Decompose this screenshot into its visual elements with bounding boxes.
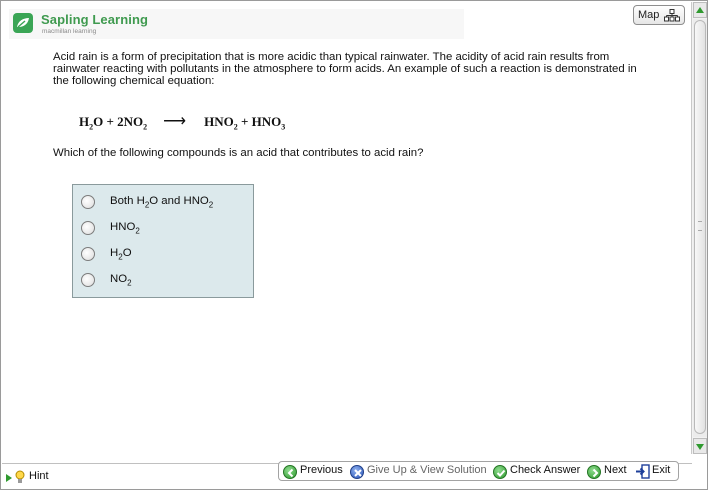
choice-text: O and HNO <box>149 195 209 207</box>
choice-sub: 2 <box>208 200 214 210</box>
radio-button[interactable] <box>81 195 95 209</box>
question-intro: Acid rain is a form of precipitation that is more acidic than typical rainwater. The acidity of acid rain results from rainwater reacting with pollutants in the atmosphere to form acids. An example of such a reaction is demonstrated in the following chemical equation: <box>53 51 637 87</box>
reaction-arrow-icon: ⟶ <box>163 113 187 130</box>
lightbulb-icon <box>15 470 25 484</box>
previous-label: Previous <box>300 464 343 476</box>
scroll-up-arrow-icon[interactable] <box>693 2 707 18</box>
scroll-thumb[interactable] <box>694 20 706 434</box>
exit-door-icon <box>635 464 651 480</box>
question-prompt: Which of the following compounds is an acid that contributes to acid rain? <box>53 147 424 159</box>
equation-product-1: HNO <box>204 114 234 129</box>
choice-sub: 2 <box>144 200 150 210</box>
give-up-label: Give Up & View Solution <box>367 464 487 476</box>
equation-sub: 3 <box>281 122 286 132</box>
previous-arrow-icon <box>283 465 297 479</box>
check-answer-label: Check Answer <box>510 464 581 476</box>
scroll-down-arrow-icon[interactable] <box>693 438 707 454</box>
map-button[interactable] <box>633 5 685 25</box>
choice-text: Both H <box>110 195 145 207</box>
choice-text: H <box>110 247 119 259</box>
equation-product-2: + HNO <box>237 114 282 129</box>
choice-label[interactable] <box>110 221 140 235</box>
choice-option[interactable] <box>81 245 251 265</box>
radio-button[interactable] <box>81 273 95 287</box>
choice-sub: 2 <box>118 252 123 262</box>
vertical-scrollbar[interactable] <box>691 2 707 454</box>
hint-button[interactable] <box>3 467 279 487</box>
next-arrow-icon <box>587 465 601 479</box>
equation-reactant-1: H <box>79 114 90 129</box>
choice-sub: 2 <box>127 278 132 288</box>
previous-button[interactable] <box>283 464 343 480</box>
sapling-leaf-icon <box>13 13 33 33</box>
chemical-equation <box>79 111 285 132</box>
answer-choices <box>72 184 254 298</box>
brand-subtitle: macmillan learning <box>42 28 97 35</box>
exit-button[interactable] <box>635 464 670 480</box>
check-answer-button[interactable] <box>493 464 580 480</box>
equation-sub: 2 <box>89 122 94 132</box>
equation-sub: 2 <box>143 122 148 132</box>
radio-button[interactable] <box>81 221 95 235</box>
choice-label[interactable] <box>110 195 213 209</box>
exit-label: Exit <box>652 464 671 476</box>
choice-option[interactable] <box>81 193 251 213</box>
logo <box>9 9 464 39</box>
equation-reactant-2: O + 2NO <box>93 114 144 129</box>
choice-sub: 2 <box>135 226 140 236</box>
choice-text: HNO <box>110 221 136 233</box>
give-up-x-icon <box>350 465 364 479</box>
navigation-bar <box>278 461 679 481</box>
check-mark-icon <box>493 465 507 479</box>
equation-sub: 2 <box>233 122 238 132</box>
brand-name: Sapling Learning <box>41 12 149 27</box>
choice-label[interactable] <box>110 273 132 287</box>
next-label: Next <box>604 464 627 476</box>
expand-triangle-icon <box>6 474 12 482</box>
choice-option[interactable] <box>81 271 251 291</box>
radio-button[interactable] <box>81 247 95 261</box>
choice-text: NO <box>110 273 128 285</box>
next-button[interactable] <box>587 464 627 480</box>
choice-label[interactable] <box>110 247 132 261</box>
choice-text: O <box>122 247 132 259</box>
choice-option[interactable] <box>81 219 251 239</box>
map-label: Map <box>638 9 660 21</box>
give-up-button[interactable] <box>350 464 487 480</box>
map-tree-icon <box>664 9 680 22</box>
hint-label: Hint <box>29 470 49 482</box>
